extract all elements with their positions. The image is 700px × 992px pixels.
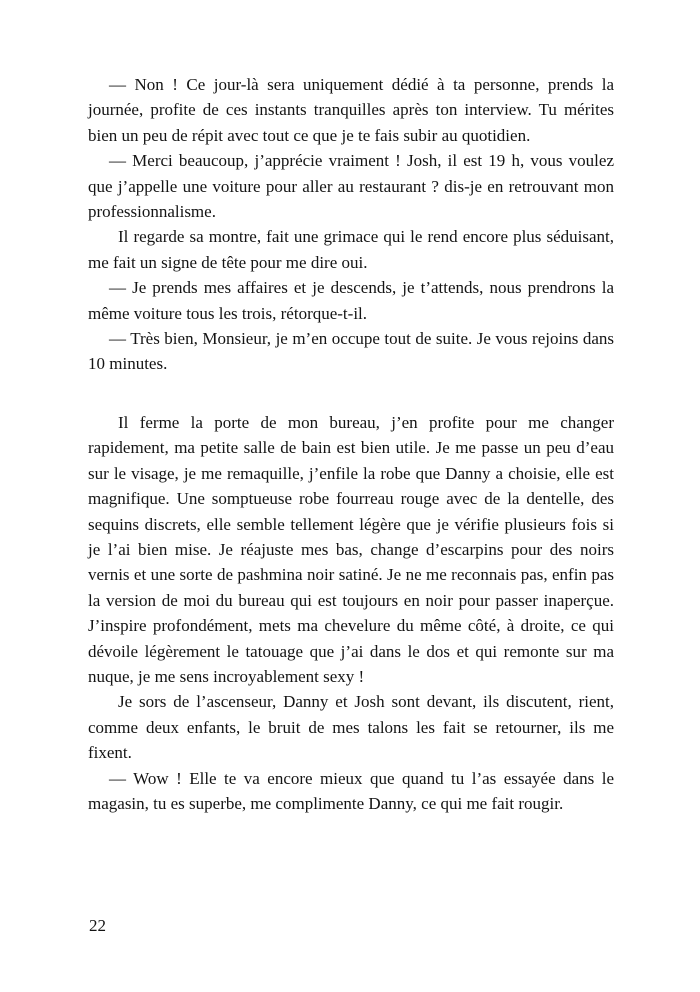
paragraph-1: — Non ! Ce jour-là sera uniquement dédié à ta personne, prends la journée, profite de ces instants tranquilles après ton interview. Tu mérites bien un peu de répit avec tout ce que je te fais subir au quotidien. (88, 75, 614, 145)
paragraph-4: — Je prends mes affaires et je descends, je t’attends, nous prendrons la même voiture tous les trois, rétorque-t-il. (88, 278, 614, 323)
paragraph-3: Il regarde sa montre, fait une grimace qui le rend encore plus séduisant, me fait un signe de tête pour me dire oui. (88, 227, 614, 272)
page-text (88, 72, 614, 816)
paragraph-5: — Très bien, Monsieur, je m’en occupe tout de suite. Je vous rejoins dans 10 minutes. (88, 329, 614, 374)
paragraph-6: Il ferme la porte de mon bureau, j’en profite pour me changer rapidement, ma petite salle de bain est bien utile. Je me passe un peu d’eau sur le visage, je me remaquille, j’enfile la robe que Danny a choisie, elle est magnifique. Une somptueuse robe fourreau rouge avec de la dentelle, des sequins discrets, elle semble tellement légère que je vérifie plusieurs fois si je l’ai bien mise. Je réajuste mes bas, change d’escarpins pour des noirs vernis et une sorte de pashmina noir satiné. Je ne me reconnais pas, enfin pas la version de moi du bureau qui est toujours en noir pour passer inaperçue. J’inspire profondément, mets ma chevelure du même côté, à droite, ce qui dévoile légèrement le tatouage que j’ai dans le dos et qui remonte sur ma nuque, je me sens incroyablement sexy ! (88, 412, 614, 686)
paragraph-7: Je sors de l’ascenseur, Danny et Josh sont devant, ils discutent, rient, comme deux enfants, le bruit de mes talons les fait se retourner, ils me fixent. (88, 692, 614, 763)
paragraph-2: — Merci beaucoup, j’apprécie vraiment ! Josh, il est 19 h, vous voulez que j’appelle une voiture pour aller au restaurant ? dis-je en retrouvant mon professionnalisme. (88, 151, 614, 222)
paragraph-8: — Wow ! Elle te va encore mieux que quand tu l’as essayée dans le magasin, tu es superbe, me complimente Danny, ce qui me fait rougir. (88, 768, 614, 813)
page-number: 22 (89, 916, 106, 935)
